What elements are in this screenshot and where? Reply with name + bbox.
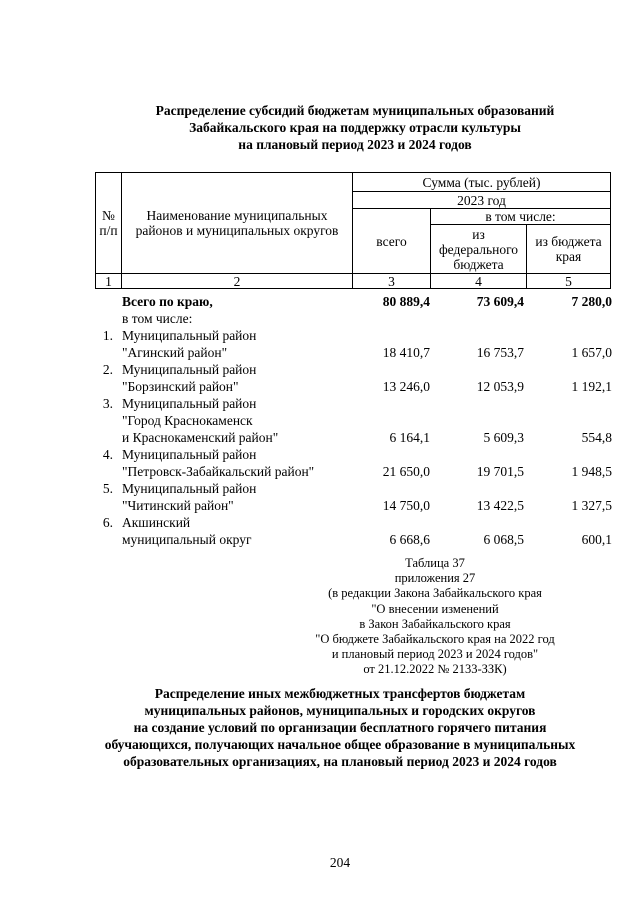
title-line: на создание условий по организации бесплатного горячего питания [133, 720, 547, 735]
regional-value: 1 657,0 [571, 345, 612, 360]
note-line: в Закон Забайкальского края [359, 616, 511, 631]
regional-value: 600,1 [581, 532, 612, 547]
column-number: 3 [388, 273, 395, 289]
table-row [95, 497, 615, 514]
note-line: и плановый период 2023 и 2024 годов" [331, 647, 539, 662]
section-title [70, 685, 610, 770]
column-number: 4 [475, 273, 482, 289]
row-name: Муниципальный район [122, 447, 257, 462]
row-number: 2. [102, 362, 113, 377]
table-row [95, 531, 615, 548]
note-line: от 21.12.2022 № 2133-ЗЗК) [363, 662, 507, 677]
row-name: "Агинский район" [122, 345, 228, 360]
row-name: "Борзинский район" [122, 379, 239, 394]
note-line: "О бюджете Забайкальского края на 2022 год [315, 632, 555, 647]
table-note [300, 556, 570, 678]
name-col-header: Наименование муниципальных районов и муниципальных округов [135, 208, 339, 238]
total-col-header: всего [376, 233, 407, 249]
regional-value: 554,8 [581, 430, 612, 445]
row-name: "Петровск-Забайкальский район" [122, 464, 315, 479]
row-name: Муниципальный район [122, 481, 257, 496]
title-line: Распределение субсидий бюджетам муниципальных образований [155, 103, 555, 118]
title-line: образовательных организациях, на плановый период 2023 и 2024 годов [123, 754, 557, 769]
regional-value: 1 948,5 [571, 464, 612, 479]
page-number: 204 [329, 855, 351, 870]
num-col-header: № п/п [99, 208, 118, 238]
including-label: в том числе: [122, 311, 193, 326]
row-name: Муниципальный район [122, 396, 257, 411]
table-row [95, 463, 615, 480]
column-number: 2 [233, 273, 241, 289]
row-name: Муниципальный район [122, 328, 257, 343]
note-line: Таблица 37 [405, 556, 465, 570]
table-row [95, 446, 615, 463]
title-line: обучающихся, получающих начальное общее образование в муниципальных [104, 737, 576, 752]
total-value: 80 889,4 [382, 294, 430, 309]
table-header [95, 172, 611, 289]
sum-col-header: Сумма (тыс. рублей) [422, 174, 541, 190]
table-row [95, 412, 615, 429]
table-row [95, 361, 615, 378]
including-row [95, 310, 615, 327]
table-title [95, 102, 615, 153]
column-number: 5 [565, 273, 572, 289]
total-row-label: Всего по краю, [122, 294, 213, 309]
note-line: "О внесении изменений [371, 601, 499, 616]
title-line: Забайкальского края на поддержку отрасли культуры [189, 120, 521, 135]
table-row [95, 480, 615, 497]
title-line: Распределение иных межбюджетных трансфертов бюджетам [154, 686, 526, 701]
note-line: (в редакции Закона Забайкальского края [328, 586, 542, 601]
row-name: "Читинский район" [122, 498, 234, 513]
title-line: муниципальных районов, муниципальных и городских округов [144, 703, 536, 718]
total-value: 6 668,6 [389, 532, 430, 547]
total-value: 13 246,0 [382, 379, 430, 394]
federal-value: 73 609,4 [476, 294, 524, 309]
row-number: 3. [102, 396, 113, 411]
regional-value: 7 280,0 [571, 294, 612, 309]
row-name: муниципальный округ [122, 532, 252, 547]
title-line: на плановый период 2023 и 2024 годов [238, 137, 472, 152]
total-value: 6 164,1 [389, 430, 430, 445]
regional-col-header: из бюджета края [535, 234, 602, 264]
federal-col-header: из федерального бюджета [438, 226, 519, 272]
row-name: "Город Краснокаменск [122, 413, 253, 428]
regional-value: 1 192,1 [571, 379, 612, 394]
including-header: в том числе: [485, 209, 556, 224]
row-number: 5. [102, 481, 113, 496]
federal-value: 16 753,7 [476, 345, 524, 360]
total-value: 21 650,0 [382, 464, 430, 479]
total-row [95, 293, 615, 310]
federal-value: 12 053,9 [476, 379, 524, 394]
row-name: Муниципальный район [122, 362, 257, 377]
regional-value: 1 327,5 [571, 498, 612, 513]
row-name: Акшинский [122, 515, 191, 530]
row-number: 6. [102, 515, 113, 530]
note-line: приложения 27 [394, 571, 476, 586]
total-value: 18 410,7 [382, 345, 430, 360]
row-name: и Краснокаменский район" [122, 430, 279, 445]
federal-value: 6 068,5 [483, 532, 524, 547]
table-row [95, 429, 615, 446]
table-row [95, 344, 615, 361]
table-row [95, 514, 615, 531]
table-row [95, 395, 615, 412]
year-header: 2023 год [457, 192, 506, 208]
total-value: 14 750,0 [382, 498, 430, 513]
table-row [95, 327, 615, 344]
federal-value: 13 422,5 [476, 498, 524, 513]
federal-value: 19 701,5 [476, 464, 524, 479]
row-number: 4. [102, 447, 113, 462]
federal-value: 5 609,3 [483, 430, 524, 445]
table-row [95, 378, 615, 395]
row-number: 1. [102, 328, 113, 343]
column-number: 1 [105, 273, 112, 289]
